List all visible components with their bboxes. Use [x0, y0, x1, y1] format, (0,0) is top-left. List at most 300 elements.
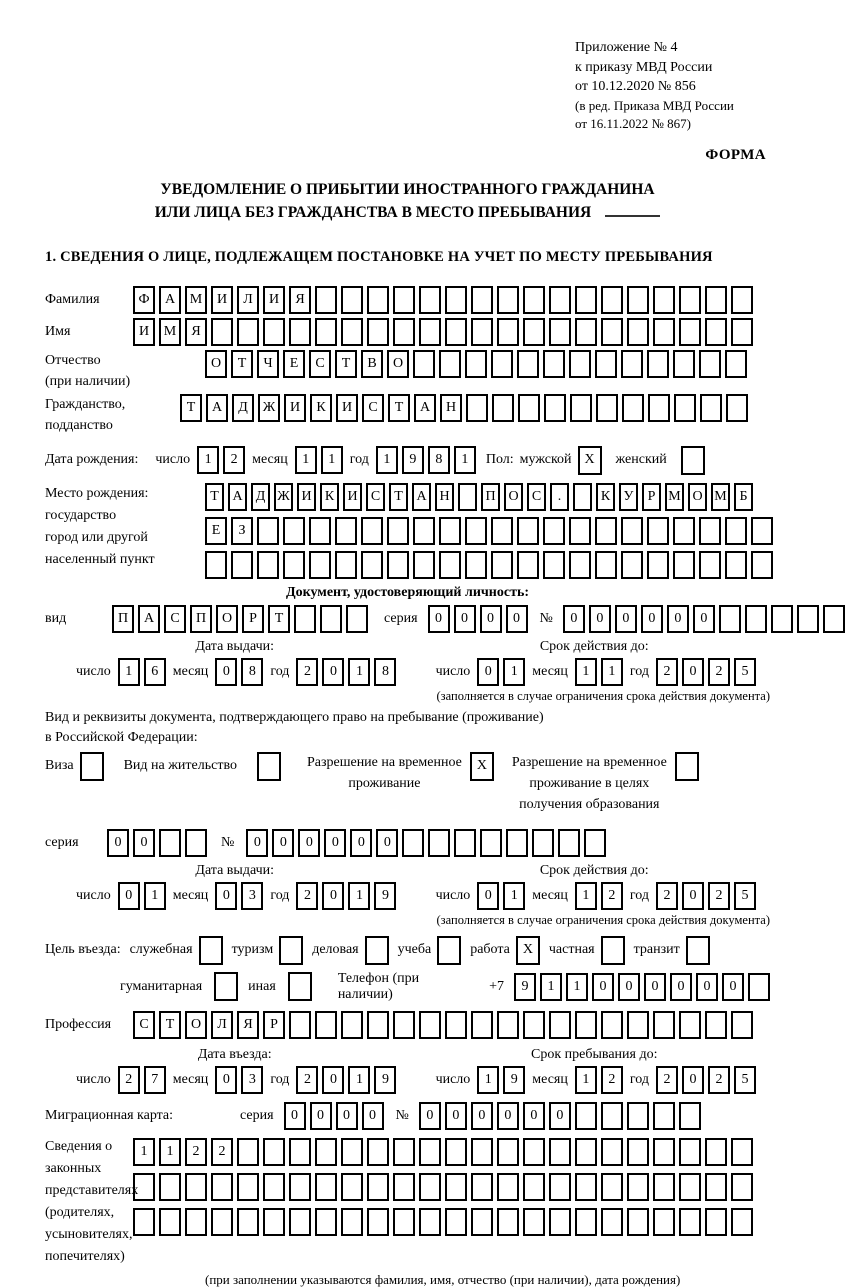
char-cell[interactable] — [673, 350, 695, 378]
char-cell[interactable] — [257, 551, 279, 579]
char-cell[interactable] — [492, 394, 514, 422]
stay-doc-issue-month-cells[interactable] — [215, 882, 263, 910]
char-cell[interactable]: 0 — [350, 829, 372, 857]
char-cell[interactable]: 0 — [480, 605, 502, 633]
char-cell[interactable] — [361, 551, 383, 579]
char-cell[interactable]: О — [688, 483, 707, 511]
char-cell[interactable] — [205, 551, 227, 579]
purpose-humanitarian-checkbox[interactable] — [214, 972, 238, 1001]
char-cell[interactable]: 1 — [321, 446, 343, 474]
char-cell[interactable] — [673, 551, 695, 579]
char-cell[interactable]: 2 — [296, 1066, 318, 1094]
char-cell[interactable] — [211, 1173, 233, 1201]
char-cell[interactable] — [263, 318, 285, 346]
stay-doc-number-cells[interactable] — [246, 829, 606, 857]
char-cell[interactable]: 1 — [133, 1138, 155, 1166]
char-cell[interactable]: 1 — [503, 882, 525, 910]
char-cell[interactable]: 2 — [656, 1066, 678, 1094]
char-cell[interactable] — [185, 829, 207, 857]
char-cell[interactable] — [595, 517, 617, 545]
char-cell[interactable] — [771, 605, 793, 633]
char-cell[interactable]: 5 — [734, 1066, 756, 1094]
char-cell[interactable] — [725, 350, 747, 378]
char-cell[interactable] — [393, 318, 415, 346]
char-cell[interactable] — [823, 605, 845, 633]
doc-valid-month-cells[interactable] — [575, 658, 623, 686]
purpose-other-checkbox[interactable] — [288, 972, 312, 1001]
char-cell[interactable] — [705, 1011, 727, 1039]
char-cell[interactable] — [653, 1102, 675, 1130]
doc-kind-cells[interactable] — [112, 605, 368, 633]
char-cell[interactable] — [596, 394, 618, 422]
char-cell[interactable] — [621, 517, 643, 545]
char-cell[interactable] — [315, 1208, 337, 1236]
char-cell[interactable]: 9 — [374, 1066, 396, 1094]
char-cell[interactable] — [575, 286, 597, 314]
char-cell[interactable]: С — [362, 394, 384, 422]
purpose-official-checkbox[interactable] — [199, 936, 223, 965]
purpose-tourism-checkbox[interactable] — [279, 936, 303, 965]
char-cell[interactable] — [543, 517, 565, 545]
char-cell[interactable] — [699, 517, 721, 545]
char-cell[interactable] — [471, 318, 493, 346]
char-cell[interactable]: 0 — [107, 829, 129, 857]
char-cell[interactable] — [523, 1208, 545, 1236]
char-cell[interactable]: К — [320, 483, 339, 511]
char-cell[interactable]: 0 — [428, 605, 450, 633]
char-cell[interactable] — [523, 318, 545, 346]
char-cell[interactable] — [726, 394, 748, 422]
profession-cells[interactable] — [133, 1011, 753, 1039]
char-cell[interactable] — [445, 1011, 467, 1039]
char-cell[interactable] — [289, 1173, 311, 1201]
char-cell[interactable] — [445, 286, 467, 314]
char-cell[interactable] — [497, 1138, 519, 1166]
char-cell[interactable] — [497, 1173, 519, 1201]
char-cell[interactable]: 1 — [376, 446, 398, 474]
char-cell[interactable]: А — [412, 483, 431, 511]
char-cell[interactable] — [289, 1208, 311, 1236]
char-cell[interactable] — [601, 1102, 623, 1130]
char-cell[interactable]: 1 — [477, 1066, 499, 1094]
char-cell[interactable] — [211, 318, 233, 346]
char-cell[interactable] — [570, 394, 592, 422]
char-cell[interactable] — [289, 1138, 311, 1166]
char-cell[interactable]: 1 — [575, 1066, 597, 1094]
char-cell[interactable]: О — [216, 605, 238, 633]
char-cell[interactable] — [309, 551, 331, 579]
stay-doc-issue-day-cells[interactable] — [118, 882, 166, 910]
char-cell[interactable] — [211, 1208, 233, 1236]
char-cell[interactable]: О — [205, 350, 227, 378]
char-cell[interactable] — [653, 318, 675, 346]
entry-month-cells[interactable] — [215, 1066, 263, 1094]
char-cell[interactable]: 0 — [336, 1102, 358, 1130]
char-cell[interactable]: С — [133, 1011, 155, 1039]
char-cell[interactable] — [439, 350, 461, 378]
char-cell[interactable]: С — [366, 483, 385, 511]
char-cell[interactable] — [289, 1011, 311, 1039]
stay-doc-valid-day-cells[interactable] — [477, 882, 525, 910]
char-cell[interactable]: 0 — [682, 882, 704, 910]
char-cell[interactable] — [458, 483, 477, 511]
char-cell[interactable] — [543, 551, 565, 579]
char-cell[interactable] — [419, 318, 441, 346]
char-cell[interactable]: И — [263, 286, 285, 314]
char-cell[interactable] — [454, 829, 476, 857]
surname-cells[interactable] — [133, 286, 753, 314]
stay-year-cells[interactable] — [656, 1066, 756, 1094]
char-cell[interactable] — [133, 1208, 155, 1236]
char-cell[interactable]: 0 — [471, 1102, 493, 1130]
char-cell[interactable]: И — [343, 483, 362, 511]
char-cell[interactable] — [387, 551, 409, 579]
char-cell[interactable] — [471, 286, 493, 314]
char-cell[interactable]: Л — [211, 1011, 233, 1039]
char-cell[interactable]: 9 — [402, 446, 424, 474]
doc-issue-day-cells[interactable] — [118, 658, 166, 686]
char-cell[interactable]: Р — [642, 483, 661, 511]
char-cell[interactable]: К — [596, 483, 615, 511]
char-cell[interactable] — [647, 350, 669, 378]
char-cell[interactable] — [465, 551, 487, 579]
char-cell[interactable] — [393, 1208, 415, 1236]
char-cell[interactable]: П — [190, 605, 212, 633]
char-cell[interactable]: Я — [185, 318, 207, 346]
char-cell[interactable]: 1 — [295, 446, 317, 474]
birth-place-row2-cells[interactable] — [205, 517, 773, 545]
char-cell[interactable]: Н — [440, 394, 462, 422]
char-cell[interactable]: 3 — [241, 882, 263, 910]
char-cell[interactable] — [315, 286, 337, 314]
char-cell[interactable]: 0 — [641, 605, 663, 633]
char-cell[interactable]: Т — [388, 394, 410, 422]
char-cell[interactable] — [471, 1138, 493, 1166]
char-cell[interactable] — [257, 517, 279, 545]
char-cell[interactable] — [569, 551, 591, 579]
char-cell[interactable] — [601, 1173, 623, 1201]
char-cell[interactable] — [320, 605, 342, 633]
char-cell[interactable] — [699, 350, 721, 378]
char-cell[interactable]: Б — [734, 483, 753, 511]
char-cell[interactable]: 0 — [419, 1102, 441, 1130]
sex-female-checkbox[interactable] — [681, 446, 705, 475]
char-cell[interactable]: 0 — [298, 829, 320, 857]
char-cell[interactable] — [731, 1011, 753, 1039]
char-cell[interactable] — [573, 483, 592, 511]
char-cell[interactable]: Е — [205, 517, 227, 545]
char-cell[interactable] — [725, 551, 747, 579]
char-cell[interactable]: Ч — [257, 350, 279, 378]
char-cell[interactable] — [699, 551, 721, 579]
char-cell[interactable] — [543, 350, 565, 378]
purpose-transit-checkbox[interactable] — [686, 936, 710, 965]
char-cell[interactable] — [627, 286, 649, 314]
char-cell[interactable] — [517, 517, 539, 545]
char-cell[interactable]: 0 — [682, 658, 704, 686]
char-cell[interactable]: О — [387, 350, 409, 378]
char-cell[interactable] — [601, 1208, 623, 1236]
char-cell[interactable]: 1 — [540, 973, 562, 1001]
char-cell[interactable]: 0 — [362, 1102, 384, 1130]
char-cell[interactable]: Д — [232, 394, 254, 422]
char-cell[interactable] — [466, 394, 488, 422]
char-cell[interactable]: 1 — [197, 446, 219, 474]
char-cell[interactable] — [465, 517, 487, 545]
char-cell[interactable] — [419, 286, 441, 314]
char-cell[interactable] — [341, 318, 363, 346]
char-cell[interactable] — [621, 551, 643, 579]
char-cell[interactable]: П — [481, 483, 500, 511]
char-cell[interactable] — [419, 1208, 441, 1236]
char-cell[interactable] — [705, 1138, 727, 1166]
char-cell[interactable] — [346, 605, 368, 633]
char-cell[interactable]: 0 — [563, 605, 585, 633]
char-cell[interactable] — [705, 1208, 727, 1236]
char-cell[interactable] — [480, 829, 502, 857]
char-cell[interactable] — [673, 517, 695, 545]
char-cell[interactable]: Р — [242, 605, 264, 633]
char-cell[interactable] — [558, 829, 580, 857]
char-cell[interactable] — [445, 1208, 467, 1236]
migration-number-cells[interactable] — [419, 1102, 701, 1130]
char-cell[interactable] — [679, 1102, 701, 1130]
char-cell[interactable]: 0 — [322, 658, 344, 686]
char-cell[interactable] — [575, 1208, 597, 1236]
char-cell[interactable] — [133, 1173, 155, 1201]
char-cell[interactable] — [315, 1011, 337, 1039]
char-cell[interactable] — [595, 350, 617, 378]
entry-day-cells[interactable] — [118, 1066, 166, 1094]
char-cell[interactable]: 0 — [322, 1066, 344, 1094]
char-cell[interactable]: 0 — [376, 829, 398, 857]
char-cell[interactable]: П — [112, 605, 134, 633]
char-cell[interactable] — [367, 1173, 389, 1201]
char-cell[interactable]: С — [309, 350, 331, 378]
char-cell[interactable] — [263, 1208, 285, 1236]
char-cell[interactable] — [341, 1173, 363, 1201]
char-cell[interactable] — [627, 1173, 649, 1201]
char-cell[interactable] — [647, 551, 669, 579]
char-cell[interactable] — [263, 1138, 285, 1166]
char-cell[interactable]: 6 — [144, 658, 166, 686]
stay-doc-valid-month-cells[interactable] — [575, 882, 623, 910]
char-cell[interactable] — [653, 1208, 675, 1236]
char-cell[interactable] — [341, 1208, 363, 1236]
char-cell[interactable]: 0 — [445, 1102, 467, 1130]
char-cell[interactable] — [601, 1138, 623, 1166]
char-cell[interactable]: Я — [237, 1011, 259, 1039]
char-cell[interactable] — [745, 605, 767, 633]
char-cell[interactable] — [159, 1208, 181, 1236]
char-cell[interactable]: И — [284, 394, 306, 422]
char-cell[interactable]: 5 — [734, 882, 756, 910]
char-cell[interactable] — [731, 286, 753, 314]
char-cell[interactable] — [595, 551, 617, 579]
char-cell[interactable] — [622, 394, 644, 422]
char-cell[interactable]: 1 — [348, 658, 370, 686]
char-cell[interactable]: 2 — [601, 882, 623, 910]
char-cell[interactable] — [647, 517, 669, 545]
char-cell[interactable] — [532, 829, 554, 857]
char-cell[interactable] — [413, 517, 435, 545]
char-cell[interactable] — [506, 829, 528, 857]
purpose-study-checkbox[interactable] — [437, 936, 461, 965]
char-cell[interactable] — [471, 1208, 493, 1236]
char-cell[interactable]: Ж — [274, 483, 293, 511]
char-cell[interactable] — [367, 286, 389, 314]
char-cell[interactable]: 8 — [428, 446, 450, 474]
char-cell[interactable] — [627, 1011, 649, 1039]
char-cell[interactable]: В — [361, 350, 383, 378]
char-cell[interactable]: 2 — [656, 882, 678, 910]
char-cell[interactable] — [497, 1208, 519, 1236]
char-cell[interactable]: Р — [263, 1011, 285, 1039]
char-cell[interactable] — [705, 318, 727, 346]
visa-checkbox[interactable] — [80, 752, 104, 781]
char-cell[interactable] — [445, 1173, 467, 1201]
char-cell[interactable] — [159, 1173, 181, 1201]
char-cell[interactable]: 0 — [118, 882, 140, 910]
char-cell[interactable] — [584, 829, 606, 857]
char-cell[interactable] — [309, 517, 331, 545]
char-cell[interactable]: О — [504, 483, 523, 511]
char-cell[interactable]: 0 — [667, 605, 689, 633]
char-cell[interactable] — [341, 1011, 363, 1039]
char-cell[interactable]: 2 — [296, 882, 318, 910]
char-cell[interactable] — [263, 1173, 285, 1201]
char-cell[interactable]: 0 — [592, 973, 614, 1001]
char-cell[interactable] — [335, 517, 357, 545]
char-cell[interactable]: Т — [268, 605, 290, 633]
stay-doc-series-cells[interactable] — [107, 829, 207, 857]
char-cell[interactable]: М — [665, 483, 684, 511]
char-cell[interactable] — [159, 829, 181, 857]
purpose-private-checkbox[interactable] — [601, 936, 625, 965]
char-cell[interactable]: 9 — [374, 882, 396, 910]
char-cell[interactable] — [575, 318, 597, 346]
char-cell[interactable]: Е — [283, 350, 305, 378]
char-cell[interactable]: С — [164, 605, 186, 633]
char-cell[interactable]: А — [206, 394, 228, 422]
char-cell[interactable] — [751, 517, 773, 545]
stay-doc-valid-year-cells[interactable] — [656, 882, 756, 910]
char-cell[interactable]: А — [414, 394, 436, 422]
char-cell[interactable]: З — [231, 517, 253, 545]
char-cell[interactable]: 0 — [589, 605, 611, 633]
stay-doc-issue-year-cells[interactable] — [296, 882, 396, 910]
char-cell[interactable] — [497, 286, 519, 314]
char-cell[interactable]: 7 — [144, 1066, 166, 1094]
char-cell[interactable]: 1 — [159, 1138, 181, 1166]
char-cell[interactable]: 1 — [348, 882, 370, 910]
char-cell[interactable] — [315, 1138, 337, 1166]
char-cell[interactable] — [413, 350, 435, 378]
char-cell[interactable]: И — [336, 394, 358, 422]
char-cell[interactable] — [439, 551, 461, 579]
char-cell[interactable]: О — [185, 1011, 207, 1039]
char-cell[interactable]: С — [527, 483, 546, 511]
char-cell[interactable] — [387, 517, 409, 545]
char-cell[interactable]: 0 — [549, 1102, 571, 1130]
char-cell[interactable] — [445, 1138, 467, 1166]
char-cell[interactable] — [231, 551, 253, 579]
char-cell[interactable] — [523, 1173, 545, 1201]
char-cell[interactable]: 1 — [454, 446, 476, 474]
char-cell[interactable] — [575, 1102, 597, 1130]
char-cell[interactable] — [679, 1138, 701, 1166]
char-cell[interactable] — [748, 973, 770, 1001]
residence-permit-checkbox[interactable] — [257, 752, 281, 781]
char-cell[interactable]: 0 — [506, 605, 528, 633]
char-cell[interactable] — [797, 605, 819, 633]
rvp-education-checkbox[interactable] — [675, 752, 699, 781]
char-cell[interactable] — [523, 1011, 545, 1039]
char-cell[interactable] — [719, 605, 741, 633]
char-cell[interactable]: 0 — [615, 605, 637, 633]
char-cell[interactable] — [731, 1173, 753, 1201]
char-cell[interactable] — [627, 318, 649, 346]
char-cell[interactable] — [679, 1173, 701, 1201]
char-cell[interactable]: 1 — [503, 658, 525, 686]
entry-year-cells[interactable] — [296, 1066, 396, 1094]
char-cell[interactable] — [402, 829, 424, 857]
char-cell[interactable] — [283, 551, 305, 579]
stay-day-cells[interactable] — [477, 1066, 525, 1094]
char-cell[interactable]: 0 — [477, 658, 499, 686]
char-cell[interactable] — [627, 1208, 649, 1236]
char-cell[interactable] — [419, 1173, 441, 1201]
char-cell[interactable] — [315, 318, 337, 346]
char-cell[interactable]: 9 — [514, 973, 536, 1001]
char-cell[interactable]: 0 — [272, 829, 294, 857]
purpose-work-checkbox[interactable]: X — [516, 936, 540, 965]
char-cell[interactable] — [601, 318, 623, 346]
char-cell[interactable] — [653, 1173, 675, 1201]
char-cell[interactable]: 0 — [215, 1066, 237, 1094]
char-cell[interactable] — [367, 1011, 389, 1039]
char-cell[interactable] — [549, 1173, 571, 1201]
char-cell[interactable] — [648, 394, 670, 422]
char-cell[interactable]: 3 — [241, 1066, 263, 1094]
char-cell[interactable] — [237, 318, 259, 346]
char-cell[interactable] — [523, 1138, 545, 1166]
char-cell[interactable] — [674, 394, 696, 422]
char-cell[interactable] — [523, 286, 545, 314]
char-cell[interactable]: 5 — [734, 658, 756, 686]
char-cell[interactable] — [445, 318, 467, 346]
char-cell[interactable] — [679, 286, 701, 314]
char-cell[interactable]: 1 — [118, 658, 140, 686]
doc-valid-year-cells[interactable] — [656, 658, 756, 686]
char-cell[interactable] — [393, 1173, 415, 1201]
char-cell[interactable] — [315, 1173, 337, 1201]
char-cell[interactable] — [428, 829, 450, 857]
char-cell[interactable]: И — [133, 318, 155, 346]
char-cell[interactable] — [549, 1208, 571, 1236]
char-cell[interactable]: 2 — [118, 1066, 140, 1094]
char-cell[interactable]: 0 — [497, 1102, 519, 1130]
doc-issue-month-cells[interactable] — [215, 658, 263, 686]
char-cell[interactable] — [465, 350, 487, 378]
char-cell[interactable]: . — [550, 483, 569, 511]
char-cell[interactable]: 0 — [696, 973, 718, 1001]
char-cell[interactable] — [367, 1138, 389, 1166]
char-cell[interactable]: 0 — [644, 973, 666, 1001]
char-cell[interactable]: У — [619, 483, 638, 511]
char-cell[interactable] — [283, 517, 305, 545]
char-cell[interactable]: А — [159, 286, 181, 314]
